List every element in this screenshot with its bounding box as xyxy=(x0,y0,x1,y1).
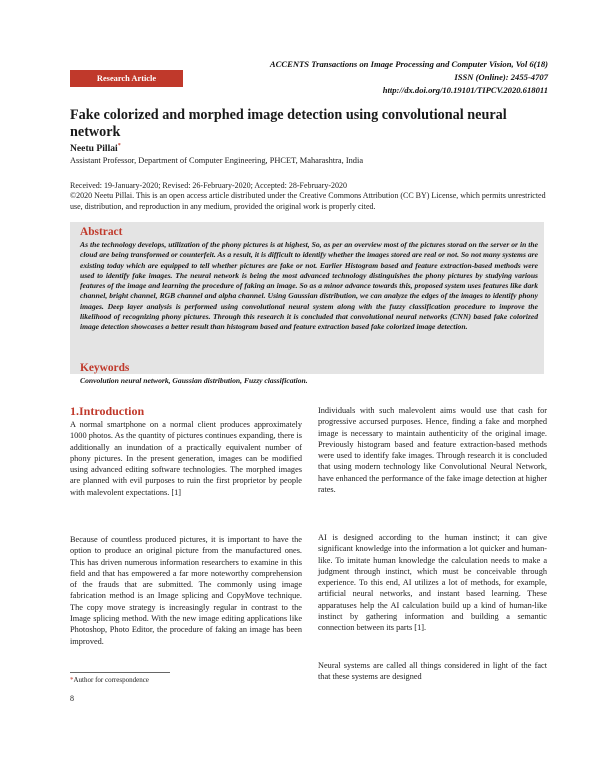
footnote-divider xyxy=(70,672,170,673)
journal-issn: ISSN (Online): 2455-4707 xyxy=(454,72,548,82)
paragraph-text: A normal smartphone on a normal client produces approximately 1000 photos. As the quantity of pictures continues expanding, there is additionally an inundation of a practically equivalent number of phony pictures. In the present generation, images can be modified using advanced editing software technologies. The morphed images are planned with evil purposes to ruin the first proprietor by people with malevolent expectations. [1] xyxy=(70,420,302,497)
intro-paragraph-1 xyxy=(70,419,302,498)
paragraph-text: Individuals with such malevolent aims would use that cash for progressive accursed purposes. Hence, finding a fake and morphed image is necessary to maintain authenticity of the original image. Previously histogram based and feature extraction-based methods were used to identify fake images. Through research it is concluded that using modern technology like Convolutional Neural Network, have enhanced the performance of the fake image detection at higher rates. xyxy=(318,406,547,495)
author-name xyxy=(70,143,121,154)
paragraph-text: Because of countless produced pictures, it is important to have the option to produce an original picture from the manufactured ones. This has driven numerous information researchers to examine in this field and that has empowered a far more noteworthy comprehension of the frauds that are submitted. The commonly using image fabrication method is an Image splicing and CopyMove technique. The copy move strategy is increasingly regular in contrast to the Image splicing method. With the new image editing applications like Photoshop, Photo Editor, the procedure of faking an image has been improved. xyxy=(70,535,302,646)
intro-paragraph-5 xyxy=(318,660,547,683)
page-number: 8 xyxy=(70,694,74,703)
paragraph-text: AI is designed according to the human instinct; it can give significant knowledge into the information a lot quicker and human-like. To imitate human knowledge the calculation needs to make a judgment through instinct, which must be conceivable through experience. To this end, AI utilizes a lot of methods, for example, artificial neural networks, and instant based learning. These apparatuses help the AI calculation build up a kind of human-like instinct by gathering information and building a semantic connection between its parts [1]. xyxy=(318,533,547,633)
author-name-text: Neetu Pillai xyxy=(70,143,118,155)
article-type-badge: Research Article xyxy=(70,70,183,87)
footnote-mark: * xyxy=(70,676,74,684)
intro-paragraph-2 xyxy=(70,534,302,647)
footnote xyxy=(70,676,149,684)
introduction-heading: 1.Introduction xyxy=(70,404,145,418)
author-mark: * xyxy=(117,143,121,149)
abstract-text: As the technology develops, utilization of the phony pictures is at highest, So, as per an overview most of the pictures storad on the server or in the cloud are being transformed or counterfeit. As a result, it is difficult to identify whether the images stored are real or not. So not many systems are existing today which are equipped to tell whether pictures are fake or not. Earlier Histogram based and feature extraction-based methods were used to identify fake images. The neural network is being the most advanced technology distinguishes the phony pictures by studying various features of the image and learning the procedure of faking an image. So as a minor advance towards this, proposed system uses features like dark channel, bright channel, RGB channel and alpha channel. Using Gaussian distribution, we can analyze the edges of the images to identify phony images. Deep layer analysis is performed using convolutional neural system along with the fuzzy classification procedure to improve the likelihood of recognizing phony pictures. Through this research it is concluded that convolutional neural networks (CNN) based fake colorized image detection showcases a better result than histogram based and feature extraction based fake colorized image detection. xyxy=(80,240,538,332)
license-statement: ©2020 Neetu Pillai. This is an open access article distributed under the Creative Commons Attribution (CC BY) License, which permits unrestricted use, distribution, and reproduction in any medium, provided the original work is properly cited. xyxy=(70,191,546,211)
keywords-heading: Keywords xyxy=(80,362,130,374)
author-affiliation: Assistant Professor, Department of Computer Engineering, PHCET, Maharashtra, India xyxy=(70,156,364,165)
journal-name: ACCENTS Transactions on Image Processing and Computer Vision, Vol 6(18) xyxy=(269,59,548,69)
footnote-text: Author for correspondence xyxy=(73,676,149,684)
abstract-heading: Abstract xyxy=(80,226,123,238)
intro-paragraph-4 xyxy=(318,532,547,634)
keywords-text: Convolution neural network, Gaussian distribution, Fuzzy classification. xyxy=(80,376,308,385)
article-dates: Received: 19-January-2020; Revised: 26-February-2020; Accepted: 28-February-2020 xyxy=(70,181,348,190)
intro-paragraph-3 xyxy=(318,405,547,495)
journal-header xyxy=(270,58,548,97)
journal-doi[interactable]: http://dx.doi.org/10.19101/TIPCV.2020.618011 xyxy=(382,85,548,95)
paragraph-text: Neural systems are called all things considered in light of the fact that these systems are designed xyxy=(318,661,547,682)
article-title: Fake colorized and morphed image detection using convolutional neural network xyxy=(70,107,507,140)
